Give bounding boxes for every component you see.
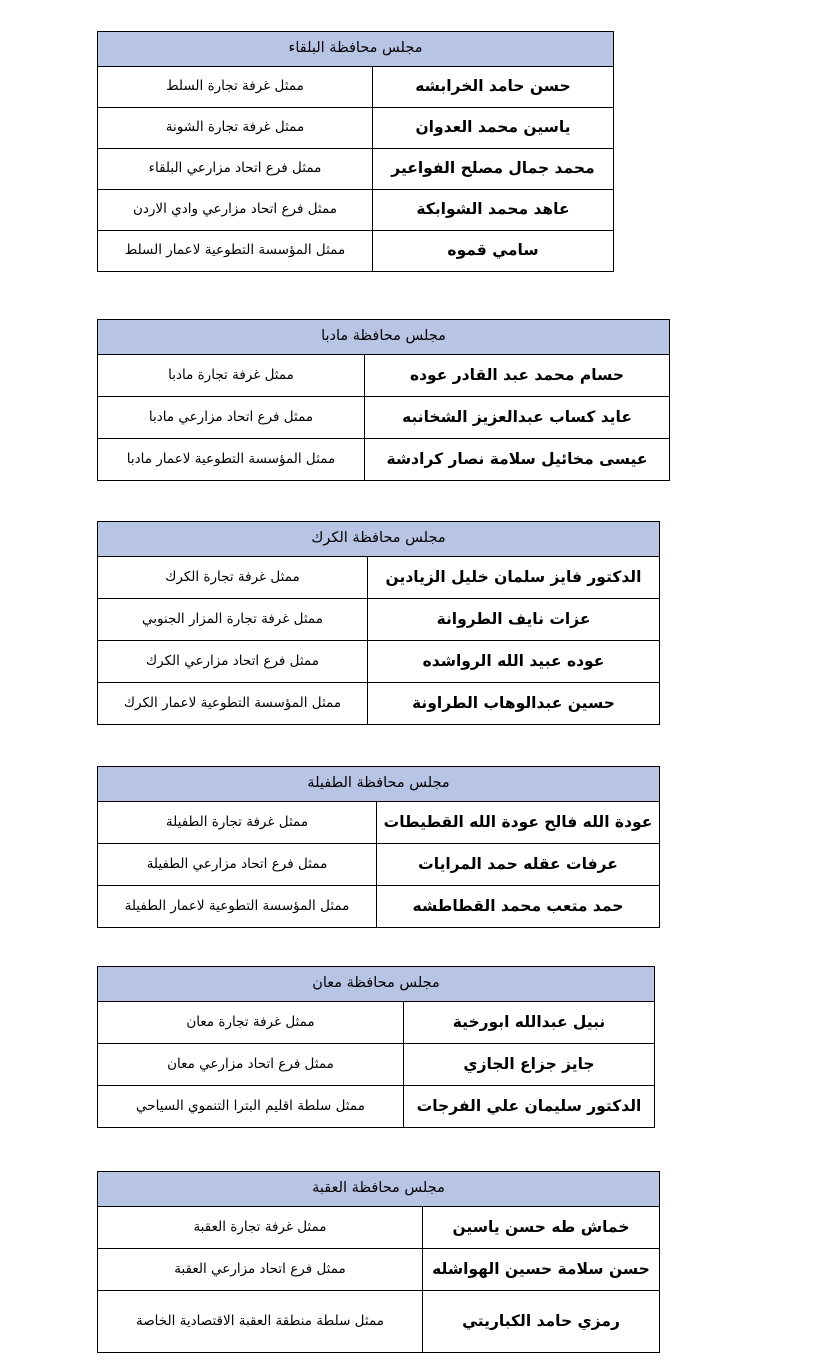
table-header-row [98,522,660,557]
table-row [98,683,660,725]
table-row [98,355,670,397]
member-role: ممثل فرع اتحاد مزارعي وادي الاردن [97,190,372,231]
member-role: ممثل غرفة تجارة الشونة [97,108,372,149]
council-table-balqa [97,31,614,272]
table-row [97,1249,659,1291]
table-row [97,149,613,190]
table-header-row [97,1172,659,1207]
member-role: ممثل سلطة منطقة العقبة الاقتصادية الخاصة [97,1291,422,1353]
member-name: الدكتور سليمان علي الفرجات [404,1086,655,1128]
member-name: سامي قموه [373,231,614,272]
member-role: ممثل سلطة اقليم البترا التنموي السياحي [97,1086,403,1128]
council-title: مجلس محافظة مادبا [98,320,670,355]
member-name: عودة الله فالح عودة الله القطيطات [377,802,660,844]
member-role: ممثل المؤسسة التطوعية لاعمار مادبا [98,439,365,481]
member-name: عيسى مخائيل سلامة نصار كرادشة [365,439,670,481]
table-row [97,1291,659,1353]
council-table-maan [97,966,655,1128]
table-header-row [97,967,654,1002]
member-role: ممثل غرفة تجارة السلط [97,67,372,108]
table-header-row [98,767,660,802]
member-name: خماش طه حسن ياسين [423,1207,660,1249]
member-name: حسين عبدالوهاب الطراونة [368,683,660,725]
table-row [97,190,613,231]
member-role: ممثل غرفة تجارة معان [97,1002,403,1044]
member-role: ممثل المؤسسة التطوعية لاعمار الكرك [98,683,368,725]
member-role: ممثل فرع اتحاد مزارعي البلقاء [97,149,372,190]
table-row [97,108,613,149]
table-row [97,1002,654,1044]
council-title: مجلس محافظة معان [97,967,654,1002]
table-row [97,231,613,272]
table-header-row [97,32,613,67]
member-name: رمزي حامد الكباريتي [423,1291,660,1353]
member-role: ممثل فرع اتحاد مزارعي الكرك [98,641,368,683]
member-role: ممثل غرفة تجارة المزار الجنوبي [98,599,368,641]
member-role: ممثل غرفة تجارة مادبا [98,355,365,397]
council-title: مجلس محافظة الكرك [98,522,660,557]
member-role: ممثل فرع اتحاد مزارعي معان [97,1044,403,1086]
member-name: محمد جمال مصلح الفواعير [373,149,614,190]
table-row [98,557,660,599]
table-row [98,439,670,481]
council-table-madaba [97,319,670,481]
member-name: حسام محمد عبد القادر عوده [365,355,670,397]
member-name: جايز جزاع الجازي [404,1044,655,1086]
table-row [97,1044,654,1086]
table-row [98,599,660,641]
member-role: ممثل غرفة تجارة العقبة [97,1207,422,1249]
member-role: ممثل المؤسسة التطوعية لاعمار الطفيلة [98,886,377,928]
council-title: مجلس محافظة الطفيلة [98,767,660,802]
member-name: عوده عبيد الله الرواشده [368,641,660,683]
member-role: ممثل غرفة تجارة الطفيلة [98,802,377,844]
member-name: ياسين محمد العدوان [373,108,614,149]
member-role: ممثل المؤسسة التطوعية لاعمار السلط [97,231,372,272]
member-name: حسن سلامة حسين الهواشله [423,1249,660,1291]
member-name: عاهد محمد الشوابكة [373,190,614,231]
member-role: ممثل فرع اتحاد مزارعي العقبة [97,1249,422,1291]
member-name: عزات نايف الطروانة [368,599,660,641]
table-row [98,397,670,439]
council-title: مجلس محافظة البلقاء [97,32,613,67]
council-table-karak [97,521,660,725]
member-name: حمد متعب محمد القطاطشه [377,886,660,928]
member-role: ممثل فرع اتحاد مزارعي الطفيلة [98,844,377,886]
member-name: عايد كساب عبدالعزيز الشخانبه [365,397,670,439]
council-table-aqaba [97,1171,660,1353]
table-header-row [98,320,670,355]
table-row [98,641,660,683]
table-row [98,844,660,886]
table-row [97,67,613,108]
member-role: ممثل غرفة تجارة الكرك [98,557,368,599]
member-name: الدكتور فايز سلمان خليل الزيادين [368,557,660,599]
member-name: نبيل عبدالله ابورخية [404,1002,655,1044]
member-name: حسن حامد الخرابشه [373,67,614,108]
table-row [97,1207,659,1249]
member-name: عرفات عقله حمد المرايات [377,844,660,886]
table-row [98,886,660,928]
council-table-tafileh [97,766,660,928]
table-row [98,802,660,844]
council-title: مجلس محافظة العقبة [97,1172,659,1207]
table-row [97,1086,654,1128]
member-role: ممثل فرع اتحاد مزارعي مادبا [98,397,365,439]
